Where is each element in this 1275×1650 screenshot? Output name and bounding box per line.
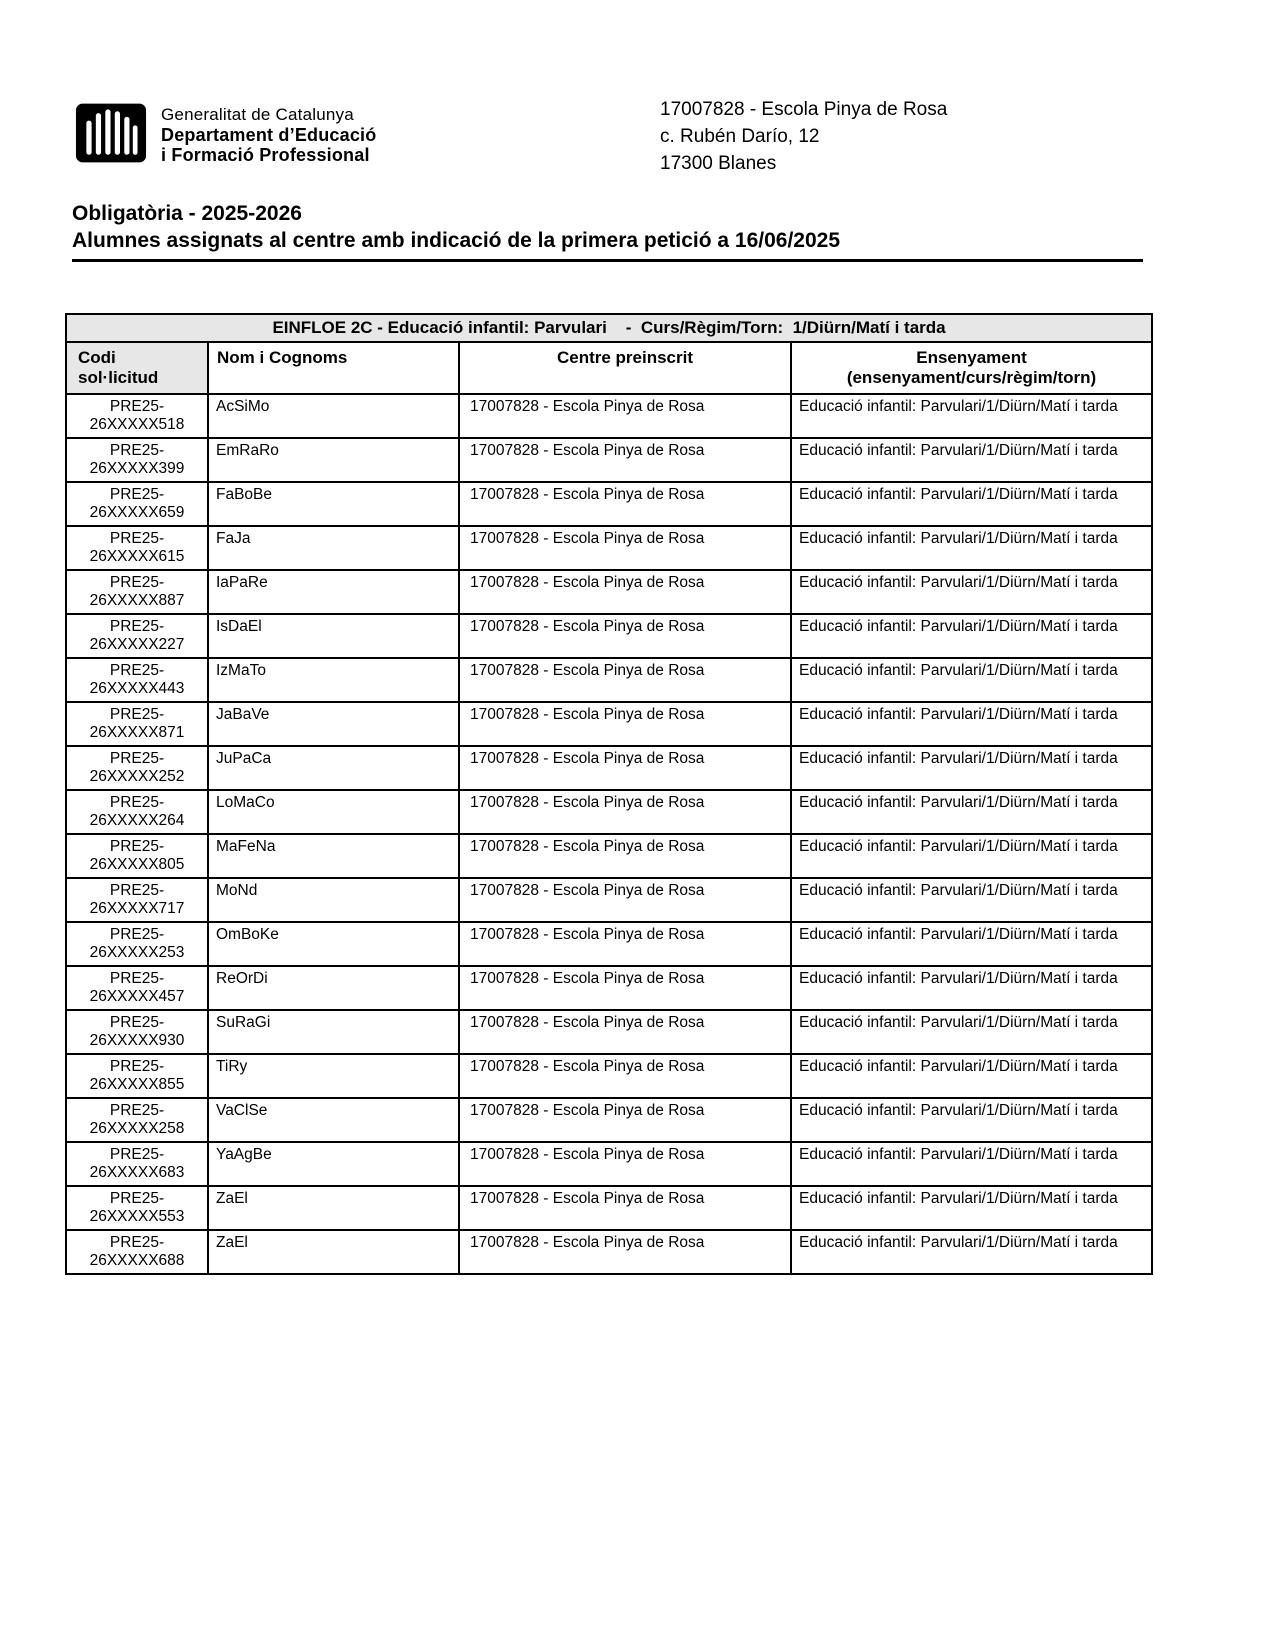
cell-codi-sollicitud: PRE25- 26XXXXX518 bbox=[66, 394, 208, 438]
cell-centre-preinscrit: 17007828 - Escola Pinya de Rosa bbox=[459, 878, 791, 922]
cell-centre-preinscrit: 17007828 - Escola Pinya de Rosa bbox=[459, 482, 791, 526]
cell-centre-preinscrit: 17007828 - Escola Pinya de Rosa bbox=[459, 922, 791, 966]
cell-nom-cognoms: FaBoBe bbox=[208, 482, 459, 526]
cell-ensenyament: Educació infantil: Parvulari/1/Diürn/Matí i tarda bbox=[791, 394, 1152, 438]
cell-codi-sollicitud: PRE25- 26XXXXX659 bbox=[66, 482, 208, 526]
cell-codi-sollicitud: PRE25- 26XXXXX252 bbox=[66, 746, 208, 790]
org-block bbox=[75, 102, 376, 165]
cell-codi-sollicitud: PRE25- 26XXXXX887 bbox=[66, 570, 208, 614]
cell-centre-preinscrit: 17007828 - Escola Pinya de Rosa bbox=[459, 834, 791, 878]
org-name: Generalitat de Catalunya bbox=[161, 105, 354, 124]
cell-nom-cognoms: MaFeNa bbox=[208, 834, 459, 878]
cell-nom-cognoms: OmBoKe bbox=[208, 922, 459, 966]
cell-ensenyament: Educació infantil: Parvulari/1/Diürn/Matí i tarda bbox=[791, 438, 1152, 482]
cell-ensenyament: Educació infantil: Parvulari/1/Diürn/Matí i tarda bbox=[791, 790, 1152, 834]
cell-ensenyament: Educació infantil: Parvulari/1/Diürn/Matí i tarda bbox=[791, 878, 1152, 922]
cell-centre-preinscrit: 17007828 - Escola Pinya de Rosa bbox=[459, 570, 791, 614]
cell-centre-preinscrit: 17007828 - Escola Pinya de Rosa bbox=[459, 658, 791, 702]
cell-codi-sollicitud: PRE25- 26XXXXX717 bbox=[66, 878, 208, 922]
cell-centre-preinscrit: 17007828 - Escola Pinya de Rosa bbox=[459, 1230, 791, 1274]
cell-codi-sollicitud: PRE25- 26XXXXX855 bbox=[66, 1054, 208, 1098]
cell-codi-sollicitud: PRE25- 26XXXXX871 bbox=[66, 702, 208, 746]
cell-centre-preinscrit: 17007828 - Escola Pinya de Rosa bbox=[459, 790, 791, 834]
school-code-name: 17007828 - Escola Pinya de Rosa bbox=[660, 99, 948, 120]
table-row bbox=[66, 834, 1152, 878]
cell-nom-cognoms: JaBaVe bbox=[208, 702, 459, 746]
cell-centre-preinscrit: 17007828 - Escola Pinya de Rosa bbox=[459, 394, 791, 438]
school-address: c. Rubén Darío, 12 bbox=[660, 126, 820, 147]
report-type-title: Obligatòria - 2025-2026 bbox=[72, 202, 302, 225]
cell-centre-preinscrit: 17007828 - Escola Pinya de Rosa bbox=[459, 746, 791, 790]
school-block bbox=[660, 96, 947, 177]
cell-nom-cognoms: ReOrDi bbox=[208, 966, 459, 1010]
cell-centre-preinscrit: 17007828 - Escola Pinya de Rosa bbox=[459, 526, 791, 570]
column-header-codi-line2: sol·licitud bbox=[78, 368, 159, 387]
cell-ensenyament: Educació infantil: Parvulari/1/Diürn/Matí i tarda bbox=[791, 702, 1152, 746]
cell-codi-sollicitud: PRE25- 26XXXXX615 bbox=[66, 526, 208, 570]
cell-codi-sollicitud: PRE25- 26XXXXX930 bbox=[66, 1010, 208, 1054]
cell-codi-sollicitud: PRE25- 26XXXXX258 bbox=[66, 1098, 208, 1142]
cell-codi-sollicitud: PRE25- 26XXXXX553 bbox=[66, 1186, 208, 1230]
cell-ensenyament: Educació infantil: Parvulari/1/Diürn/Matí i tarda bbox=[791, 1098, 1152, 1142]
column-header-centre: Centre preinscrit bbox=[459, 342, 791, 394]
cell-ensenyament: Educació infantil: Parvulari/1/Diürn/Matí i tarda bbox=[791, 658, 1152, 702]
cell-nom-cognoms: ZaEl bbox=[208, 1186, 459, 1230]
cell-nom-cognoms: TiRy bbox=[208, 1054, 459, 1098]
cell-nom-cognoms: SuRaGi bbox=[208, 1010, 459, 1054]
cell-codi-sollicitud: PRE25- 26XXXXX264 bbox=[66, 790, 208, 834]
table-row bbox=[66, 702, 1152, 746]
cell-ensenyament: Educació infantil: Parvulari/1/Diürn/Matí i tarda bbox=[791, 526, 1152, 570]
cell-centre-preinscrit: 17007828 - Escola Pinya de Rosa bbox=[459, 1142, 791, 1186]
table-row bbox=[66, 1010, 1152, 1054]
cell-codi-sollicitud: PRE25- 26XXXXX253 bbox=[66, 922, 208, 966]
cell-codi-sollicitud: PRE25- 26XXXXX443 bbox=[66, 658, 208, 702]
cell-centre-preinscrit: 17007828 - Escola Pinya de Rosa bbox=[459, 702, 791, 746]
table-row bbox=[66, 614, 1152, 658]
cell-nom-cognoms: LoMaCo bbox=[208, 790, 459, 834]
cell-codi-sollicitud: PRE25- 26XXXXX227 bbox=[66, 614, 208, 658]
cell-nom-cognoms: JuPaCa bbox=[208, 746, 459, 790]
cell-nom-cognoms: IsDaEl bbox=[208, 614, 459, 658]
cell-ensenyament: Educació infantil: Parvulari/1/Diürn/Matí i tarda bbox=[791, 966, 1152, 1010]
cell-centre-preinscrit: 17007828 - Escola Pinya de Rosa bbox=[459, 1010, 791, 1054]
cell-codi-sollicitud: PRE25- 26XXXXX683 bbox=[66, 1142, 208, 1186]
column-header-ensenyament bbox=[791, 342, 1152, 394]
document-header bbox=[75, 96, 1215, 176]
org-dept-line1: Departament d’Educació bbox=[161, 125, 377, 145]
cell-centre-preinscrit: 17007828 - Escola Pinya de Rosa bbox=[459, 1098, 791, 1142]
table-body bbox=[66, 394, 1152, 1274]
cell-nom-cognoms: EmRaRo bbox=[208, 438, 459, 482]
column-header-ensenyament-line2: (ensenyament/curs/règim/torn) bbox=[846, 368, 1097, 387]
cell-ensenyament: Educació infantil: Parvulari/1/Diürn/Matí i tarda bbox=[791, 922, 1152, 966]
cell-centre-preinscrit: 17007828 - Escola Pinya de Rosa bbox=[459, 1054, 791, 1098]
column-header-nom: Nom i Cognoms bbox=[208, 342, 459, 394]
cell-ensenyament: Educació infantil: Parvulari/1/Diürn/Matí i tarda bbox=[791, 834, 1152, 878]
title-block bbox=[72, 200, 1143, 262]
cell-ensenyament: Educació infantil: Parvulari/1/Diürn/Matí i tarda bbox=[791, 614, 1152, 658]
cell-nom-cognoms: IzMaTo bbox=[208, 658, 459, 702]
cell-centre-preinscrit: 17007828 - Escola Pinya de Rosa bbox=[459, 966, 791, 1010]
school-city: 17300 Blanes bbox=[660, 153, 777, 174]
column-header-codi-line1: Codi bbox=[78, 348, 116, 367]
cell-ensenyament: Educació infantil: Parvulari/1/Diürn/Matí i tarda bbox=[791, 1142, 1152, 1186]
table-row bbox=[66, 482, 1152, 526]
generalitat-logo-icon bbox=[75, 102, 147, 164]
cell-ensenyament: Educació infantil: Parvulari/1/Diürn/Matí i tarda bbox=[791, 1054, 1152, 1098]
cell-codi-sollicitud: PRE25- 26XXXXX399 bbox=[66, 438, 208, 482]
table-row bbox=[66, 790, 1152, 834]
table-row bbox=[66, 1186, 1152, 1230]
cell-nom-cognoms: ZaEl bbox=[208, 1230, 459, 1274]
table-row bbox=[66, 966, 1152, 1010]
cell-centre-preinscrit: 17007828 - Escola Pinya de Rosa bbox=[459, 1186, 791, 1230]
cell-nom-cognoms: IaPaRe bbox=[208, 570, 459, 614]
cell-centre-preinscrit: 17007828 - Escola Pinya de Rosa bbox=[459, 438, 791, 482]
column-header-ensenyament-line1: Ensenyament bbox=[916, 348, 1027, 367]
group-header: EINFLOE 2C - Educació infantil: Parvulari - Curs/Règim/Torn: 1/Diürn/Matí i tarda bbox=[66, 314, 1152, 342]
cell-centre-preinscrit: 17007828 - Escola Pinya de Rosa bbox=[459, 614, 791, 658]
cell-codi-sollicitud: PRE25- 26XXXXX805 bbox=[66, 834, 208, 878]
table-row bbox=[66, 922, 1152, 966]
table-row bbox=[66, 394, 1152, 438]
table-row bbox=[66, 878, 1152, 922]
cell-codi-sollicitud: PRE25- 26XXXXX688 bbox=[66, 1230, 208, 1274]
group-header-row bbox=[66, 314, 1152, 342]
org-text bbox=[161, 102, 376, 165]
cell-nom-cognoms: FaJa bbox=[208, 526, 459, 570]
table-head bbox=[66, 314, 1152, 394]
cell-ensenyament: Educació infantil: Parvulari/1/Diürn/Matí i tarda bbox=[791, 570, 1152, 614]
org-dept-line2: i Formació Professional bbox=[161, 145, 370, 165]
table-row bbox=[66, 1142, 1152, 1186]
cell-ensenyament: Educació infantil: Parvulari/1/Diürn/Matí i tarda bbox=[791, 1186, 1152, 1230]
table-row bbox=[66, 1054, 1152, 1098]
table-row bbox=[66, 438, 1152, 482]
cell-nom-cognoms: MoNd bbox=[208, 878, 459, 922]
column-header-row bbox=[66, 342, 1152, 394]
cell-ensenyament: Educació infantil: Parvulari/1/Diürn/Matí i tarda bbox=[791, 1010, 1152, 1054]
column-header-codi bbox=[66, 342, 208, 394]
cell-codi-sollicitud: PRE25- 26XXXXX457 bbox=[66, 966, 208, 1010]
table-row bbox=[66, 570, 1152, 614]
cell-nom-cognoms: YaAgBe bbox=[208, 1142, 459, 1186]
cell-nom-cognoms: VaClSe bbox=[208, 1098, 459, 1142]
table-row bbox=[66, 1098, 1152, 1142]
cell-nom-cognoms: AcSiMo bbox=[208, 394, 459, 438]
report-main-title: Alumnes assignats al centre amb indicació de la primera petició a 16/06/2025 bbox=[72, 229, 841, 252]
table-row bbox=[66, 658, 1152, 702]
table-row bbox=[66, 746, 1152, 790]
table-row bbox=[66, 1230, 1152, 1274]
table-row bbox=[66, 526, 1152, 570]
cell-ensenyament: Educació infantil: Parvulari/1/Diürn/Matí i tarda bbox=[791, 746, 1152, 790]
cell-ensenyament: Educació infantil: Parvulari/1/Diürn/Matí i tarda bbox=[791, 1230, 1152, 1274]
cell-ensenyament: Educació infantil: Parvulari/1/Diürn/Matí i tarda bbox=[791, 482, 1152, 526]
students-table bbox=[65, 313, 1153, 1275]
